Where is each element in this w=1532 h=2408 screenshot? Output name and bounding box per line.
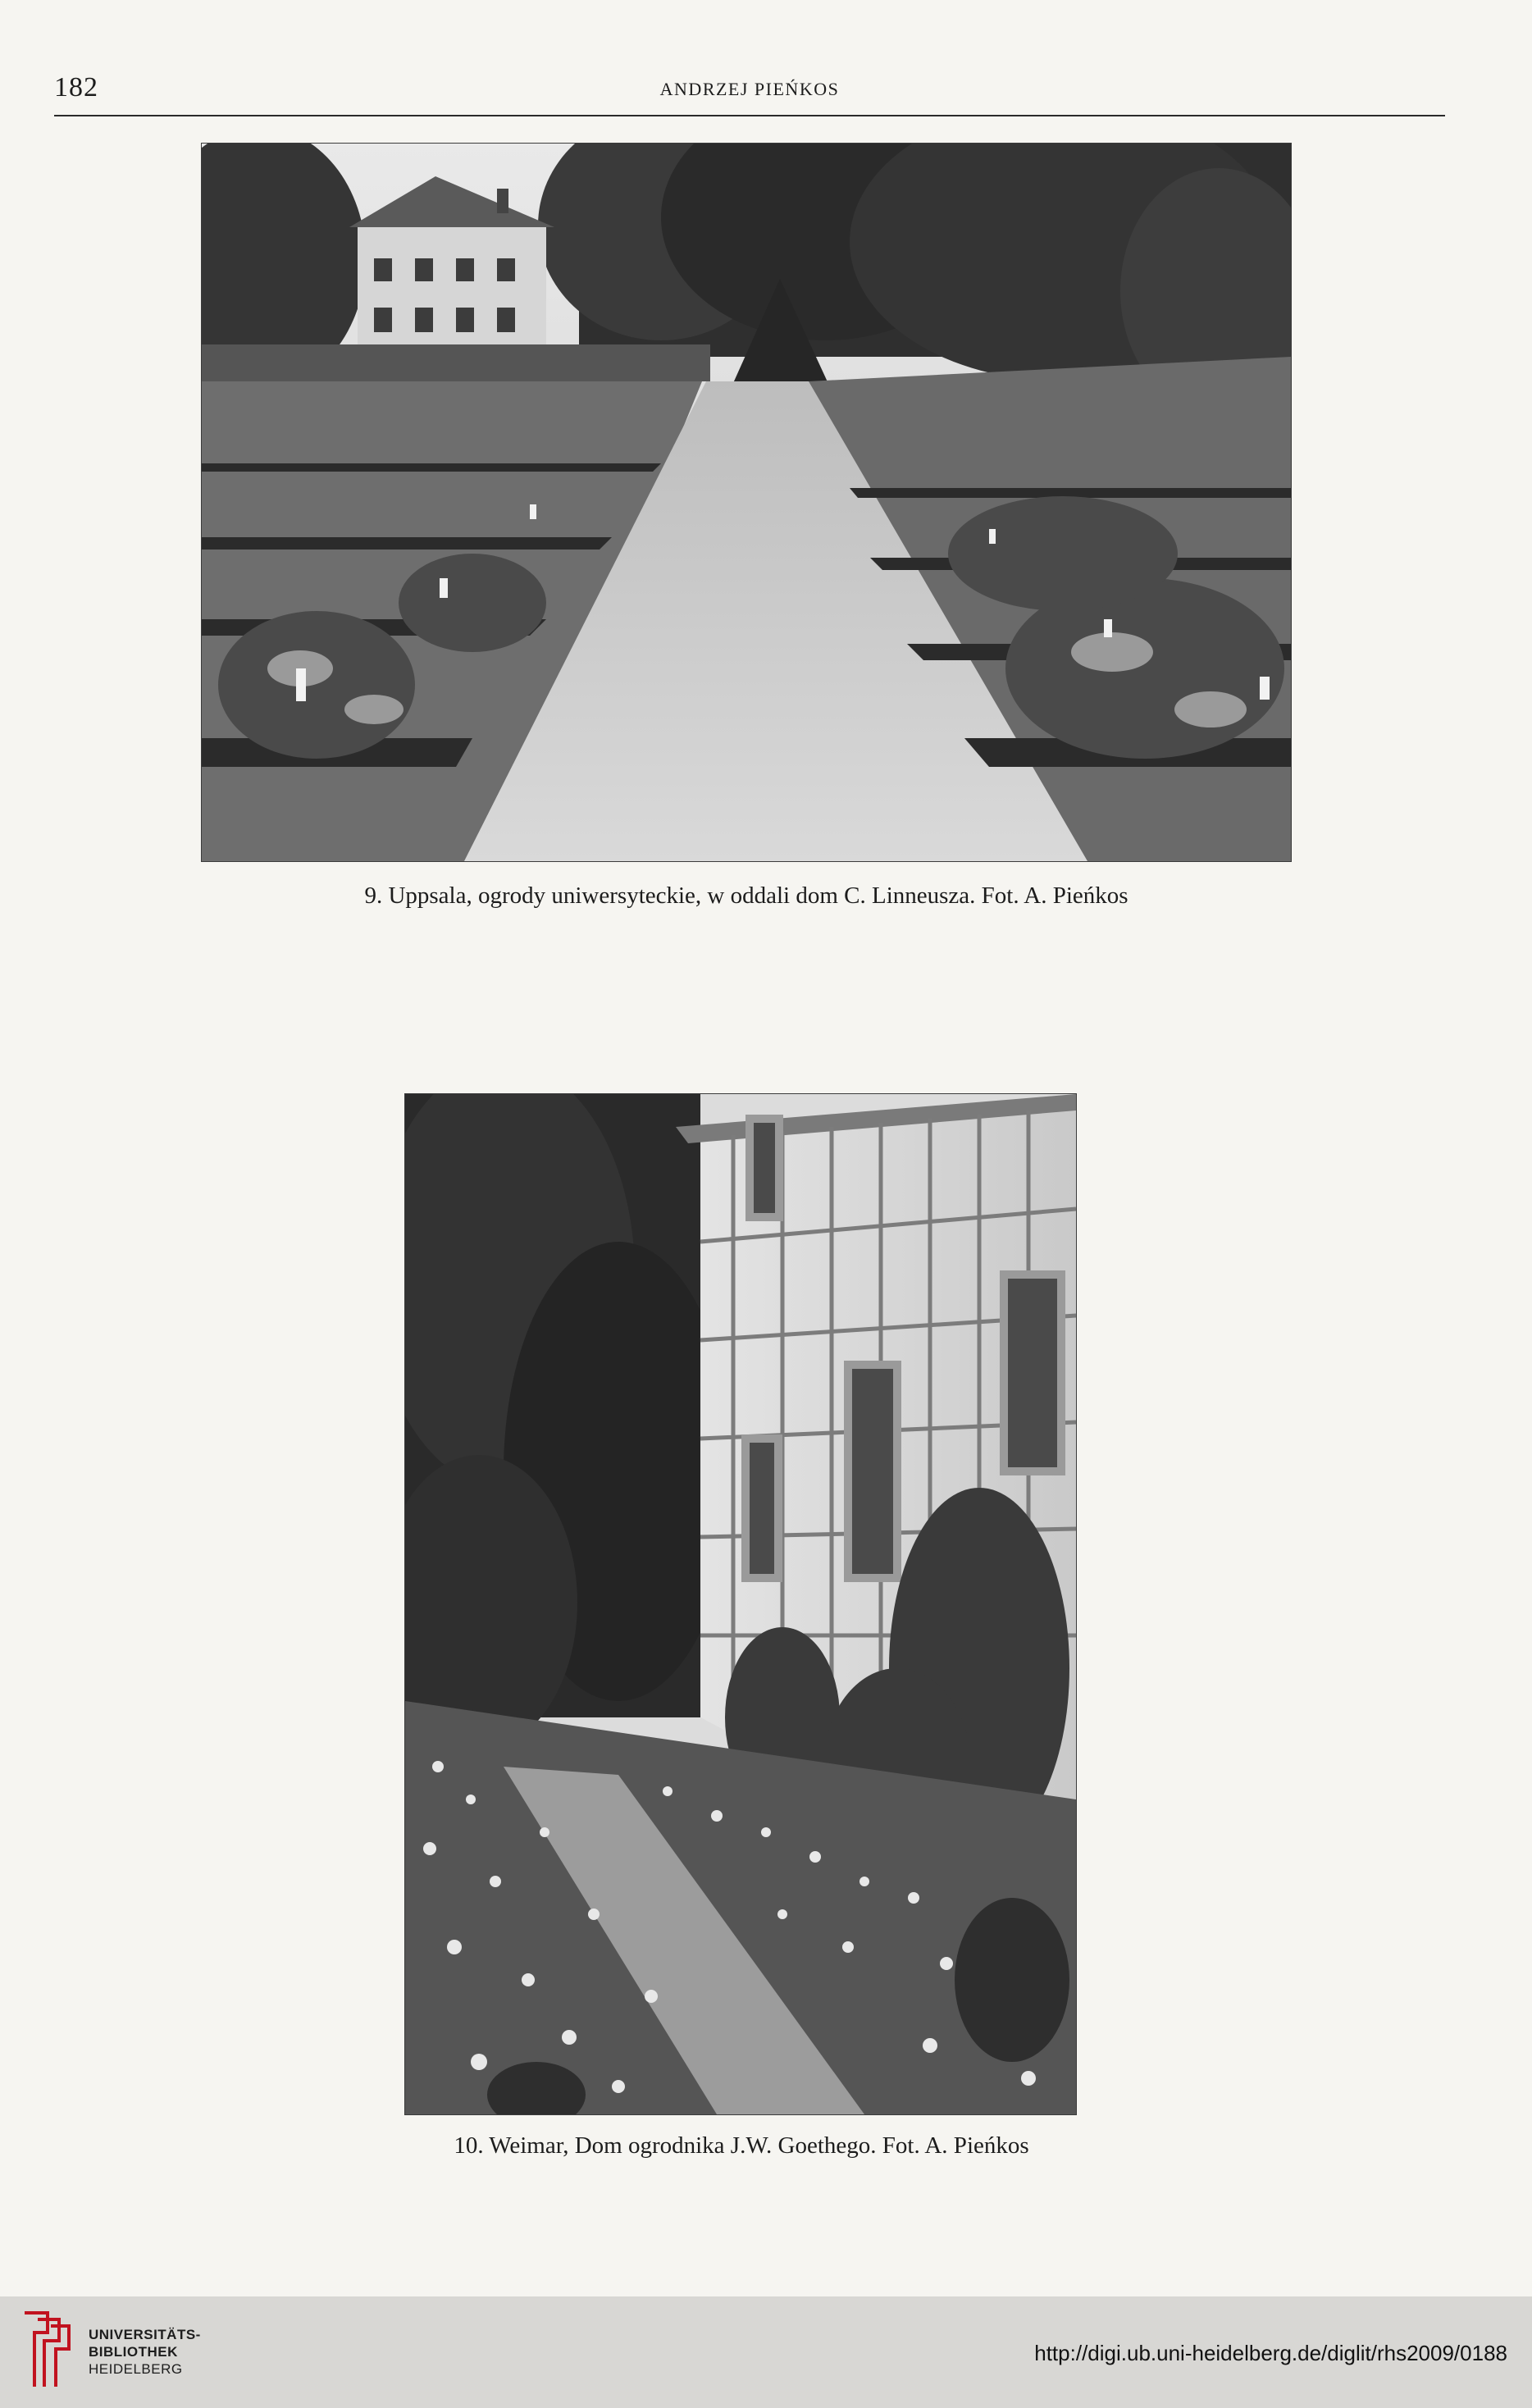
running-head: ANDRZEJ PIEŃKOS (659, 79, 840, 99)
source-url-link[interactable]: http://digi.ub.uni-heidelberg.de/diglit/rhs2009/0188 (1034, 2341, 1507, 2365)
figure-9-caption: 9. Uppsala, ogrody uniwersyteckie, w oddali dom C. Linneusza. Fot. A. Pieńkos (364, 882, 1128, 909)
library-name-line: UNIVERSITÄTS- (89, 2327, 201, 2342)
library-name (89, 2326, 201, 2378)
digitization-footer (0, 2296, 1532, 2408)
figure-9-photo (202, 144, 1291, 861)
library-logo-icon (18, 2308, 75, 2393)
library-name-line: BIBLIOTHEK (89, 2344, 178, 2360)
page-number: 182 (54, 72, 98, 103)
figure-10-caption: 10. Weimar, Dom ogrodnika J.W. Goethego. Fot. A. Pieńkos (454, 2132, 1029, 2159)
library-name-line: HEIDELBERG (89, 2361, 183, 2377)
figure-10-photo (405, 1094, 1076, 2114)
page-header (54, 72, 1445, 116)
